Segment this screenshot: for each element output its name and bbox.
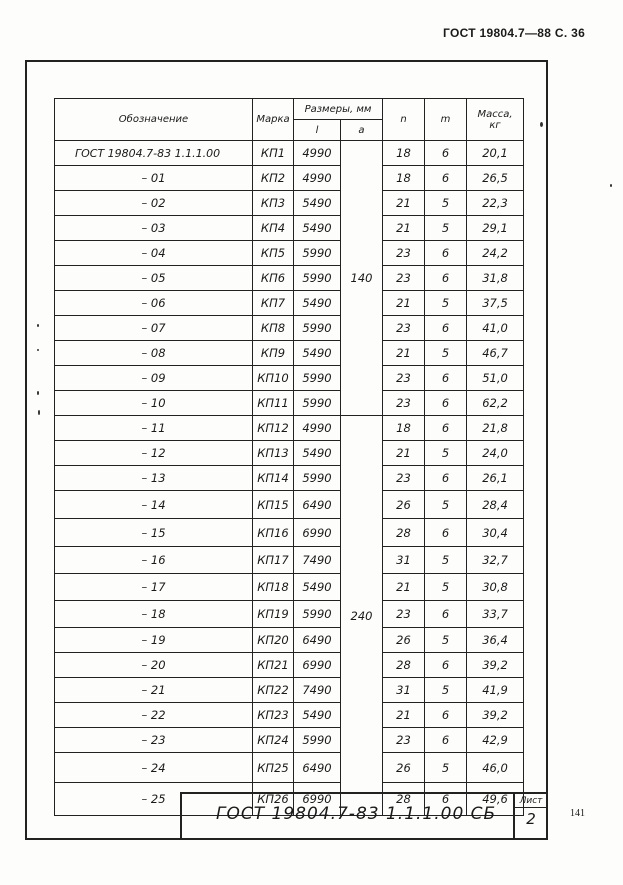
header-l: l — [294, 120, 341, 141]
cell-length: 5990 — [294, 728, 341, 753]
header-mass-line2: кг — [489, 119, 501, 131]
cell-mark: КП25 — [253, 753, 294, 783]
cell-length: 6490 — [294, 628, 341, 653]
cell-mark: КП2 — [253, 166, 294, 191]
cell-designation: – 05 — [55, 266, 253, 291]
cell-m: 5 — [425, 441, 467, 466]
table-row — [55, 703, 524, 728]
scan-speck — [610, 184, 612, 187]
cell-mark: КП15 — [253, 491, 294, 519]
header-dimensions: Размеры, мм — [294, 99, 383, 120]
cell-designation: – 11 — [55, 416, 253, 441]
cell-length: 6490 — [294, 753, 341, 783]
cell-designation: – 18 — [55, 601, 253, 628]
cell-mass: 20,1 — [467, 141, 524, 166]
cell-length: 6990 — [294, 519, 341, 547]
table-row — [55, 366, 524, 391]
cell-designation: – 23 — [55, 728, 253, 753]
cell-mass: 31,8 — [467, 266, 524, 291]
cell-mass: 42,9 — [467, 728, 524, 753]
cell-m: 6 — [425, 316, 467, 341]
cell-designation: – 20 — [55, 653, 253, 678]
table-row — [55, 316, 524, 341]
cell-mass: 36,4 — [467, 628, 524, 653]
table-row — [55, 291, 524, 316]
table-row — [55, 241, 524, 266]
cell-mark: КП10 — [253, 366, 294, 391]
cell-designation: ГОСТ 19804.7-83 1.1.1.00 — [55, 141, 253, 166]
sheet-box — [513, 794, 547, 839]
cell-m: 6 — [425, 366, 467, 391]
cell-n: 23 — [383, 266, 425, 291]
cell-length: 5490 — [294, 191, 341, 216]
table-row — [55, 753, 524, 783]
cell-n: 26 — [383, 491, 425, 519]
cell-m: 6 — [425, 703, 467, 728]
cell-m: 6 — [425, 416, 467, 441]
table-row — [55, 653, 524, 678]
table-row — [55, 266, 524, 291]
scan-speck — [37, 391, 39, 395]
cell-mark: КП4 — [253, 216, 294, 241]
cell-mark: КП9 — [253, 341, 294, 366]
table-row — [55, 191, 524, 216]
cell-length: 5990 — [294, 266, 341, 291]
cell-m: 6 — [425, 601, 467, 628]
cell-length: 5990 — [294, 601, 341, 628]
cell-m: 6 — [425, 653, 467, 678]
cell-mark: КП23 — [253, 703, 294, 728]
cell-mass: 24,2 — [467, 241, 524, 266]
cell-mass: 37,5 — [467, 291, 524, 316]
cell-mark: КП5 — [253, 241, 294, 266]
table-row — [55, 547, 524, 574]
cell-n: 18 — [383, 166, 425, 191]
cell-designation: – 15 — [55, 519, 253, 547]
cell-mark: КП12 — [253, 416, 294, 441]
cell-length: 6990 — [294, 653, 341, 678]
cell-length: 4990 — [294, 166, 341, 191]
cell-n: 18 — [383, 416, 425, 441]
table-row — [55, 628, 524, 653]
cell-mass: 51,0 — [467, 366, 524, 391]
cell-m: 5 — [425, 547, 467, 574]
cell-n: 21 — [383, 341, 425, 366]
header-mass-line1: Масса, — [477, 108, 513, 120]
cell-mark: КП3 — [253, 191, 294, 216]
page-header: ГОСТ 19804.7—88 С. 36 — [443, 26, 586, 40]
cell-n: 23 — [383, 728, 425, 753]
cell-m: 5 — [425, 678, 467, 703]
cell-mark: КП11 — [253, 391, 294, 416]
cell-mark: КП6 — [253, 266, 294, 291]
cell-designation: – 03 — [55, 216, 253, 241]
cell-length: 5490 — [294, 703, 341, 728]
cell-mass: 28,4 — [467, 491, 524, 519]
cell-mass: 24,0 — [467, 441, 524, 466]
cell-mark: КП21 — [253, 653, 294, 678]
cell-n: 21 — [383, 216, 425, 241]
cell-n: 23 — [383, 601, 425, 628]
cell-mark: КП14 — [253, 466, 294, 491]
cell-m: 6 — [425, 266, 467, 291]
cell-designation: – 09 — [55, 366, 253, 391]
header-m: m — [425, 99, 467, 141]
table-row — [55, 216, 524, 241]
table-body — [55, 141, 524, 816]
cell-mass: 41,9 — [467, 678, 524, 703]
title-block — [180, 792, 547, 839]
cell-length: 5990 — [294, 241, 341, 266]
cell-n: 21 — [383, 574, 425, 601]
cell-mass: 26,5 — [467, 166, 524, 191]
cell-mark: КП20 — [253, 628, 294, 653]
cell-n: 28 — [383, 653, 425, 678]
table-row — [55, 466, 524, 491]
cell-designation: – 19 — [55, 628, 253, 653]
cell-m: 6 — [425, 166, 467, 191]
cell-designation: – 08 — [55, 341, 253, 366]
cell-n: 21 — [383, 441, 425, 466]
cell-designation: – 14 — [55, 491, 253, 519]
cell-m: 6 — [425, 391, 467, 416]
cell-length: 5990 — [294, 391, 341, 416]
cell-length: 7490 — [294, 678, 341, 703]
cell-m: 6 — [425, 728, 467, 753]
cell-designation: – 06 — [55, 291, 253, 316]
cell-designation: – 02 — [55, 191, 253, 216]
cell-length: 5990 — [294, 466, 341, 491]
table-row — [55, 141, 524, 166]
cell-m: 5 — [425, 753, 467, 783]
cell-designation: – 24 — [55, 753, 253, 783]
cell-length: 6490 — [294, 491, 341, 519]
cell-mass: 29,1 — [467, 216, 524, 241]
table-row — [55, 519, 524, 547]
cell-mass: 32,7 — [467, 547, 524, 574]
cell-n: 21 — [383, 291, 425, 316]
cell-designation: – 16 — [55, 547, 253, 574]
cell-length: 5490 — [294, 291, 341, 316]
cell-length: 4990 — [294, 141, 341, 166]
cell-mass: 46,0 — [467, 753, 524, 783]
cell-n: 23 — [383, 366, 425, 391]
table-row — [55, 574, 524, 601]
cell-mass: 39,2 — [467, 653, 524, 678]
cell-mass: 62,2 — [467, 391, 524, 416]
cell-length: 5490 — [294, 574, 341, 601]
cell-m: 6 — [425, 519, 467, 547]
header-n: n — [383, 99, 425, 141]
cell-designation: – 21 — [55, 678, 253, 703]
cell-n: 18 — [383, 141, 425, 166]
specification-table — [54, 98, 524, 816]
cell-mark: КП22 — [253, 678, 294, 703]
scan-speck — [38, 410, 40, 415]
cell-length: 6990 — [294, 783, 341, 816]
cell-length: 5490 — [294, 216, 341, 241]
header-a: a — [341, 120, 383, 141]
cell-m: 5 — [425, 491, 467, 519]
cell-mark: КП17 — [253, 547, 294, 574]
cell-m: 5 — [425, 216, 467, 241]
cell-n: 31 — [383, 678, 425, 703]
table-row — [55, 441, 524, 466]
table-row — [55, 678, 524, 703]
cell-n: 21 — [383, 703, 425, 728]
cell-mass: 39,2 — [467, 703, 524, 728]
cell-m: 5 — [425, 628, 467, 653]
table-row — [55, 391, 524, 416]
cell-mark: КП19 — [253, 601, 294, 628]
cell-mass: 21,8 — [467, 416, 524, 441]
cell-m: 6 — [425, 783, 467, 816]
cell-mark: КП26 — [253, 783, 294, 816]
cell-n: 23 — [383, 241, 425, 266]
document-code: ГОСТ 19804.7-83 1.1.1.00 СБ — [216, 804, 497, 824]
cell-n: 23 — [383, 391, 425, 416]
cell-mass: 46,7 — [467, 341, 524, 366]
cell-designation: – 01 — [55, 166, 253, 191]
cell-length: 5990 — [294, 316, 341, 341]
header-designation: Обозначение — [55, 99, 253, 141]
cell-n: 23 — [383, 466, 425, 491]
cell-m: 5 — [425, 191, 467, 216]
table-row — [55, 416, 524, 441]
cell-mass: 22,3 — [467, 191, 524, 216]
page-number: 141 — [570, 808, 585, 819]
cell-mass: 30,4 — [467, 519, 524, 547]
cell-n: 26 — [383, 753, 425, 783]
cell-mass: 41,0 — [467, 316, 524, 341]
cell-n: 28 — [383, 783, 425, 816]
cell-length: 5490 — [294, 441, 341, 466]
cell-mark: КП24 — [253, 728, 294, 753]
cell-mark: КП18 — [253, 574, 294, 601]
cell-designation: – 10 — [55, 391, 253, 416]
cell-mark: КП1 — [253, 141, 294, 166]
table-row — [55, 341, 524, 366]
table-row — [55, 166, 524, 191]
cell-n: 28 — [383, 519, 425, 547]
cell-n: 23 — [383, 316, 425, 341]
cell-designation: – 22 — [55, 703, 253, 728]
cell-mark: КП16 — [253, 519, 294, 547]
cell-length: 4990 — [294, 416, 341, 441]
cell-m: 5 — [425, 291, 467, 316]
cell-designation: – 04 — [55, 241, 253, 266]
sheet-number: 2 — [526, 810, 536, 828]
cell-a-group: 240 — [341, 416, 383, 816]
cell-m: 6 — [425, 141, 467, 166]
cell-designation: – 17 — [55, 574, 253, 601]
cell-designation: – 25 — [55, 783, 253, 816]
cell-m: 6 — [425, 241, 467, 266]
cell-mark: КП7 — [253, 291, 294, 316]
cell-length: 5990 — [294, 366, 341, 391]
cell-m: 5 — [425, 574, 467, 601]
cell-mass: 30,8 — [467, 574, 524, 601]
cell-a-group: 140 — [341, 141, 383, 416]
scan-speck — [540, 122, 543, 127]
scan-speck — [37, 324, 39, 327]
cell-designation: – 07 — [55, 316, 253, 341]
cell-designation: – 13 — [55, 466, 253, 491]
cell-n: 21 — [383, 191, 425, 216]
cell-length: 5490 — [294, 341, 341, 366]
header-mass — [467, 99, 524, 141]
scan-speck — [37, 349, 39, 351]
header-mark: Марка — [253, 99, 294, 141]
cell-length: 7490 — [294, 547, 341, 574]
cell-m: 6 — [425, 466, 467, 491]
table-row — [55, 601, 524, 628]
cell-mark: КП8 — [253, 316, 294, 341]
cell-mass: 49,6 — [467, 783, 524, 816]
cell-mass: 26,1 — [467, 466, 524, 491]
sheet-label: Лист — [515, 794, 547, 808]
table-row — [55, 728, 524, 753]
cell-n: 31 — [383, 547, 425, 574]
cell-m: 5 — [425, 341, 467, 366]
table-row — [55, 491, 524, 519]
cell-mark: КП13 — [253, 441, 294, 466]
cell-designation: – 12 — [55, 441, 253, 466]
cell-mass: 33,7 — [467, 601, 524, 628]
cell-n: 26 — [383, 628, 425, 653]
